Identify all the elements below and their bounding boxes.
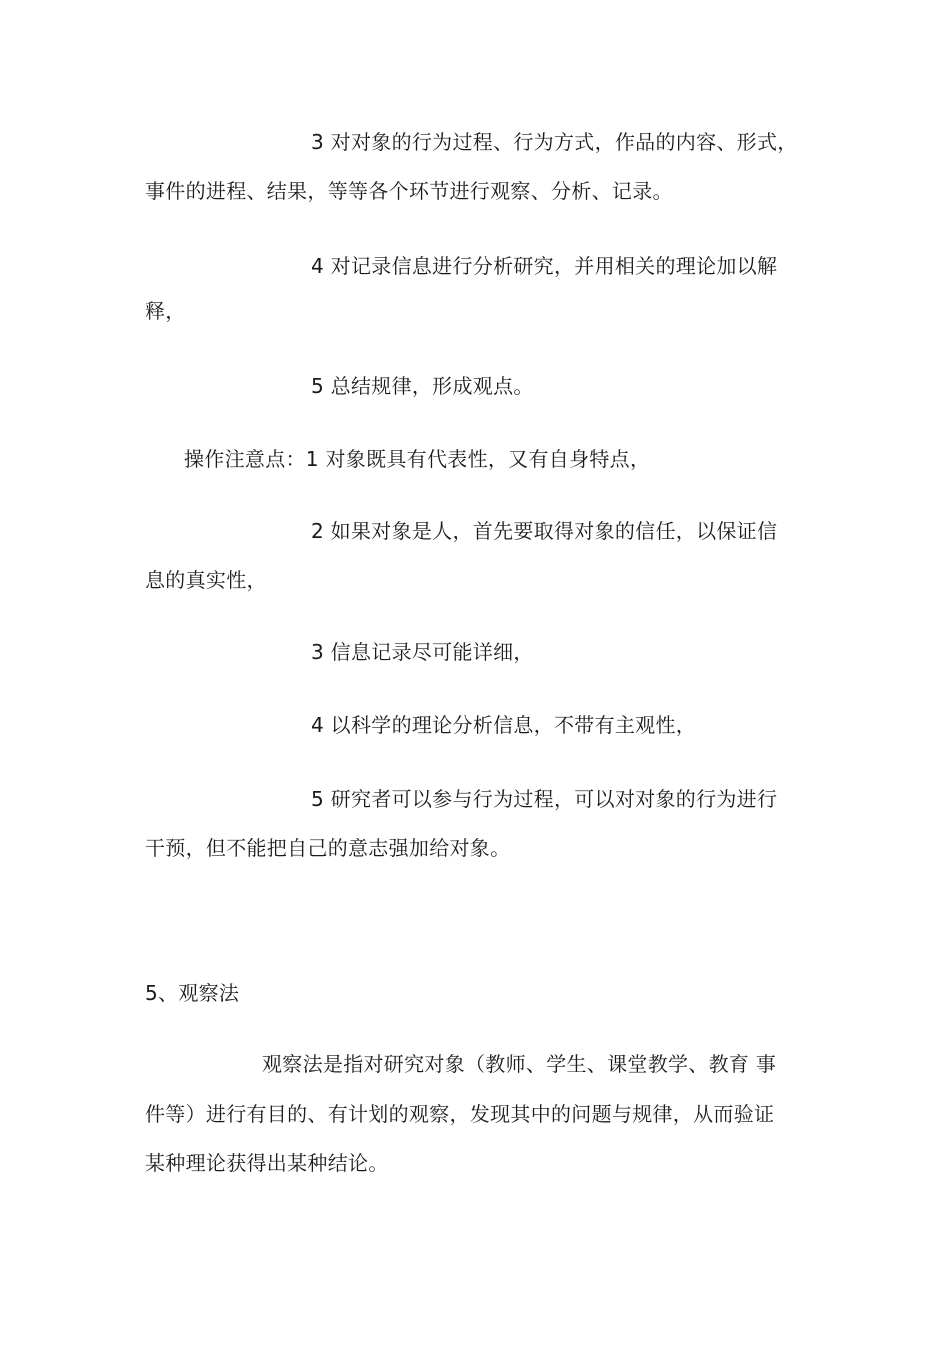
step-3-line-2: 事件的进程、结果，等等各个环节进行观察、分析、记录。 <box>145 179 673 203</box>
paragraph-line-3: 某种理论获得出某种结论。 <box>145 1151 389 1175</box>
step-5: 5 总结规律，形成观点。 <box>311 374 534 398</box>
section-heading: 5、观察法 <box>145 981 240 1005</box>
note-4: 4 以科学的理论分析信息，不带有主观性， <box>311 713 697 737</box>
step-4-line-1: 4 对记录信息进行分析研究，并用相关的理论加以解 <box>311 254 778 278</box>
paragraph-line-2: 件等）进行有目的、有计划的观察，发现其中的问题与规律，从而验证 <box>145 1102 775 1126</box>
step-3-line-1: 3 对对象的行为过程、行为方式，作品的内容、形式， <box>311 130 798 154</box>
note-5-line-2: 干预，但不能把自己的意志强加给对象。 <box>145 836 511 860</box>
note-5-line-1: 5 研究者可以参与行为过程，可以对对象的行为进行 <box>311 787 778 811</box>
notes-label-item-1: 操作注意点：1 对象既具有代表性，又有自身特点， <box>184 447 651 471</box>
note-3: 3 信息记录尽可能详细， <box>311 640 534 664</box>
paragraph-line-1: 观察法是指对研究对象（教师、学生、课堂教学、教育 事 <box>262 1052 777 1076</box>
note-2-line-2: 息的真实性， <box>145 568 267 592</box>
note-2-line-1: 2 如果对象是人，首先要取得对象的信任，以保证信 <box>311 519 778 543</box>
step-4-line-2: 释， <box>145 299 186 323</box>
